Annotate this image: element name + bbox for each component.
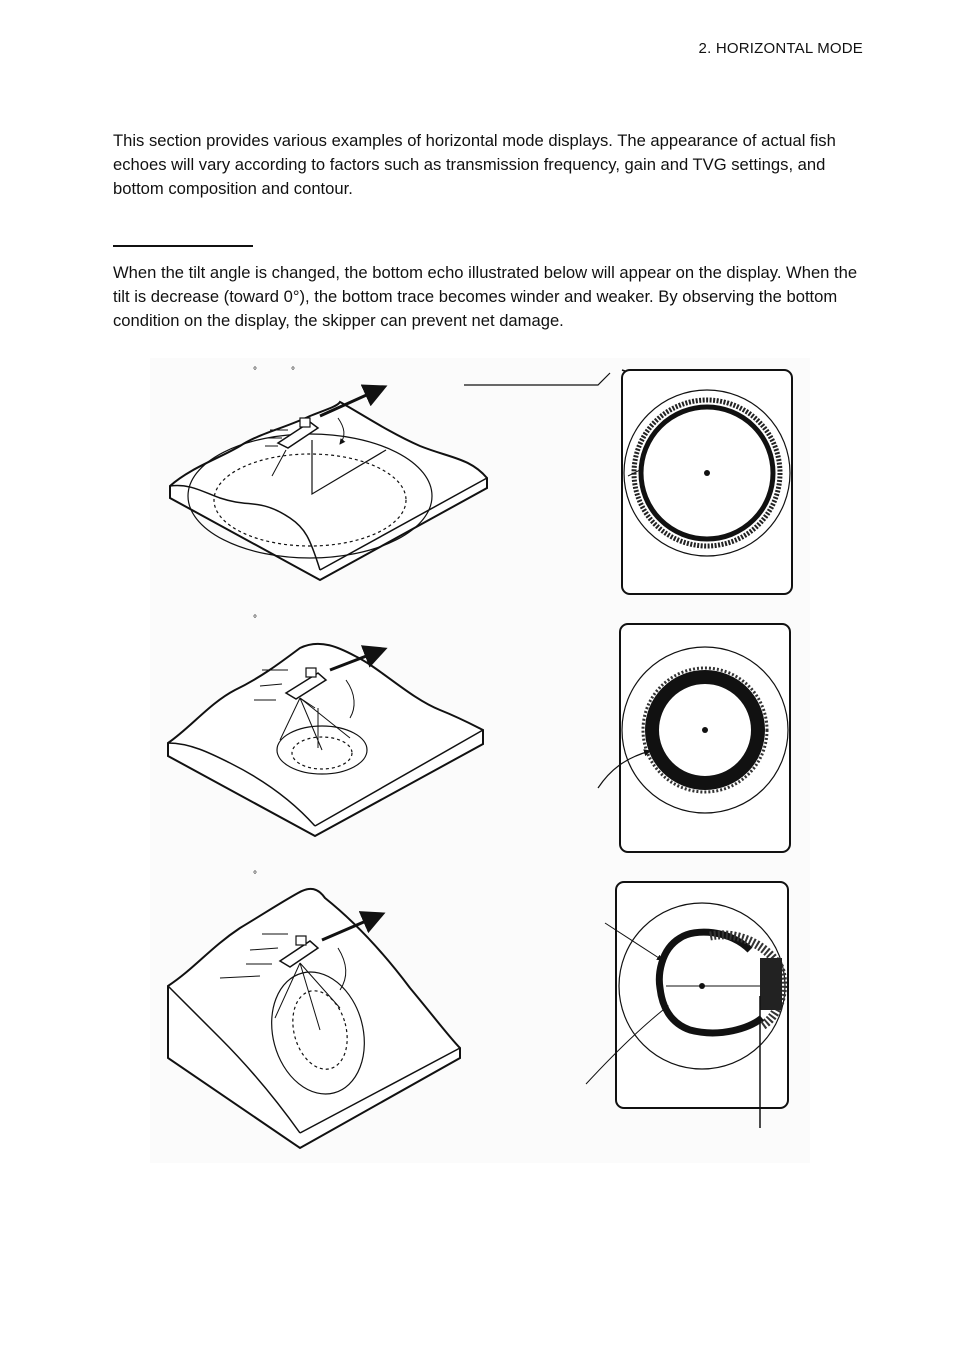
bottom-echo-figure	[150, 358, 810, 1163]
degree-mark-2: °	[253, 614, 257, 625]
degree-mark-1a: °	[253, 366, 257, 377]
display-1	[622, 370, 792, 594]
intro-paragraph: This section provides various examples of horizontal mode displays. The appearance of actual fish echoes will vary according to factors such as transmission frequency, gain and TVG settings, and bottom composition and contour.	[113, 131, 836, 198]
bottom-echo-paragraph: When the tilt angle is changed, the bottom echo illustrated below will appear on the display. When the tilt is decrease (toward 0°), the bottom trace becomes winder and weaker. By observing the bottom condition on the display, the skipper can prevent net damage.	[113, 263, 858, 330]
subheading-rule	[113, 245, 253, 247]
figure-svg	[150, 358, 810, 1163]
section-header: 2. HORIZONTAL MODE	[698, 40, 863, 57]
display-2	[620, 624, 790, 852]
degree-mark-3: °	[253, 870, 257, 881]
display-3	[616, 882, 788, 1108]
degree-mark-1b: °	[291, 366, 295, 377]
